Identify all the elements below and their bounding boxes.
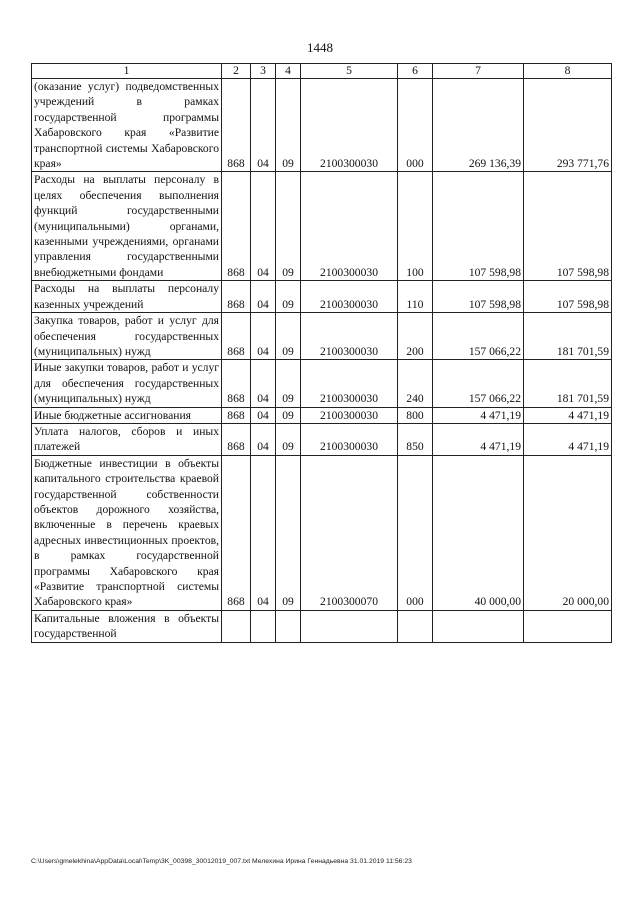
target-article-code: 2100300030 xyxy=(301,281,398,313)
amount-year-2: 107 598,98 xyxy=(524,172,612,281)
row-description: Иные бюджетные ассигнования xyxy=(32,407,222,423)
expense-type-code: 850 xyxy=(398,423,433,455)
table-row xyxy=(32,313,612,360)
target-article-code: 2100300030 xyxy=(301,172,398,281)
target-article-code: 2100300030 xyxy=(301,79,398,172)
row-description: Иные закупки товаров, работ и услуг для обеспечения государственных (муниципальных) нужд xyxy=(32,360,222,407)
target-article-code: 2100300070 xyxy=(301,455,398,610)
table-row xyxy=(32,172,612,281)
amount-year-1: 4 471,19 xyxy=(433,407,524,423)
header-row xyxy=(32,64,612,79)
subsection-code: 09 xyxy=(276,407,301,423)
col-header: 5 xyxy=(301,64,398,79)
subsection-code: 09 xyxy=(276,313,301,360)
amount-year-2: 20 000,00 xyxy=(524,455,612,610)
row-description: Бюджетные инвестиции в объекты капитального строительства краевой государственной собственности объектов дорожного хозяйства, включенные в перечень краевых адресных инвестиционных проектов, в рамках государственной программы Хабаровского края «Развитие транспортной системы Хабаровского края» xyxy=(32,455,222,610)
expense-type-code xyxy=(398,610,433,642)
table-row xyxy=(32,407,612,423)
subsection-code: 09 xyxy=(276,423,301,455)
page-number: 1448 xyxy=(307,40,333,55)
amount-year-2: 4 471,19 xyxy=(524,407,612,423)
target-article-code: 2100300030 xyxy=(301,313,398,360)
amount-year-2: 293 771,76 xyxy=(524,79,612,172)
subsection-code xyxy=(276,610,301,642)
ministry-code: 868 xyxy=(222,423,251,455)
section-code: 04 xyxy=(251,172,276,281)
amount-year-2 xyxy=(524,610,612,642)
amount-year-2: 181 701,59 xyxy=(524,360,612,407)
col-header: 2 xyxy=(222,64,251,79)
row-description: Расходы на выплаты персоналу в целях обеспечения выполнения функций государственными (муниципальными) органами, казенными учреждениями, органами управления государственными внебюджетными фондами xyxy=(32,172,222,281)
table-row xyxy=(32,360,612,407)
ministry-code: 868 xyxy=(222,281,251,313)
section-code: 04 xyxy=(251,423,276,455)
row-description: Расходы на выплаты персоналу казенных учреждений xyxy=(32,281,222,313)
budget-table xyxy=(31,63,612,643)
amount-year-2: 107 598,98 xyxy=(524,281,612,313)
subsection-code: 09 xyxy=(276,455,301,610)
ministry-code: 868 xyxy=(222,172,251,281)
amount-year-1: 107 598,98 xyxy=(433,281,524,313)
section-code: 04 xyxy=(251,455,276,610)
table-row xyxy=(32,455,612,610)
expense-type-code: 000 xyxy=(398,79,433,172)
expense-type-code: 200 xyxy=(398,313,433,360)
amount-year-2: 4 471,19 xyxy=(524,423,612,455)
target-article-code xyxy=(301,610,398,642)
ministry-code: 868 xyxy=(222,313,251,360)
row-description: (оказание услуг) подведомственных учреждений в рамках государственной программы Хабаровского края «Развитие транспортной системы Хабаровского края» xyxy=(32,79,222,172)
table-row xyxy=(32,610,612,642)
section-code: 04 xyxy=(251,360,276,407)
section-code: 04 xyxy=(251,407,276,423)
expense-type-code: 240 xyxy=(398,360,433,407)
expense-type-code: 800 xyxy=(398,407,433,423)
subsection-code: 09 xyxy=(276,172,301,281)
expense-type-code: 110 xyxy=(398,281,433,313)
target-article-code: 2100300030 xyxy=(301,423,398,455)
table-row xyxy=(32,79,612,172)
row-description: Закупка товаров, работ и услуг для обеспечения государственных (муниципальных) нужд xyxy=(32,313,222,360)
target-article-code: 2100300030 xyxy=(301,407,398,423)
subsection-code: 09 xyxy=(276,79,301,172)
col-header: 8 xyxy=(524,64,612,79)
file-path-footer: C:\Users\gmelekhina\AppData\Local\Temp\3K_00398_30012019_007.txt Мелехина Ирина Геннадьевна 31.01.2019 11:56:23 xyxy=(31,858,412,865)
col-header: 7 xyxy=(433,64,524,79)
ministry-code: 868 xyxy=(222,455,251,610)
row-description: Капитальные вложения в объекты государственной xyxy=(32,610,222,642)
section-code: 04 xyxy=(251,79,276,172)
table-row xyxy=(32,281,612,313)
amount-year-1: 40 000,00 xyxy=(433,455,524,610)
amount-year-1: 269 136,39 xyxy=(433,79,524,172)
subsection-code: 09 xyxy=(276,360,301,407)
ministry-code: 868 xyxy=(222,360,251,407)
amount-year-1: 107 598,98 xyxy=(433,172,524,281)
section-code: 04 xyxy=(251,281,276,313)
row-description: Уплата налогов, сборов и иных платежей xyxy=(32,423,222,455)
amount-year-1: 157 066,22 xyxy=(433,360,524,407)
ministry-code: 868 xyxy=(222,407,251,423)
subsection-code: 09 xyxy=(276,281,301,313)
ministry-code xyxy=(222,610,251,642)
col-header: 6 xyxy=(398,64,433,79)
table-row xyxy=(32,423,612,455)
section-code xyxy=(251,610,276,642)
section-code: 04 xyxy=(251,313,276,360)
col-header: 1 xyxy=(32,64,222,79)
amount-year-2: 181 701,59 xyxy=(524,313,612,360)
col-header: 3 xyxy=(251,64,276,79)
col-header: 4 xyxy=(276,64,301,79)
amount-year-1 xyxy=(433,610,524,642)
ministry-code: 868 xyxy=(222,79,251,172)
amount-year-1: 4 471,19 xyxy=(433,423,524,455)
amount-year-1: 157 066,22 xyxy=(433,313,524,360)
expense-type-code: 100 xyxy=(398,172,433,281)
expense-type-code: 000 xyxy=(398,455,433,610)
target-article-code: 2100300030 xyxy=(301,360,398,407)
